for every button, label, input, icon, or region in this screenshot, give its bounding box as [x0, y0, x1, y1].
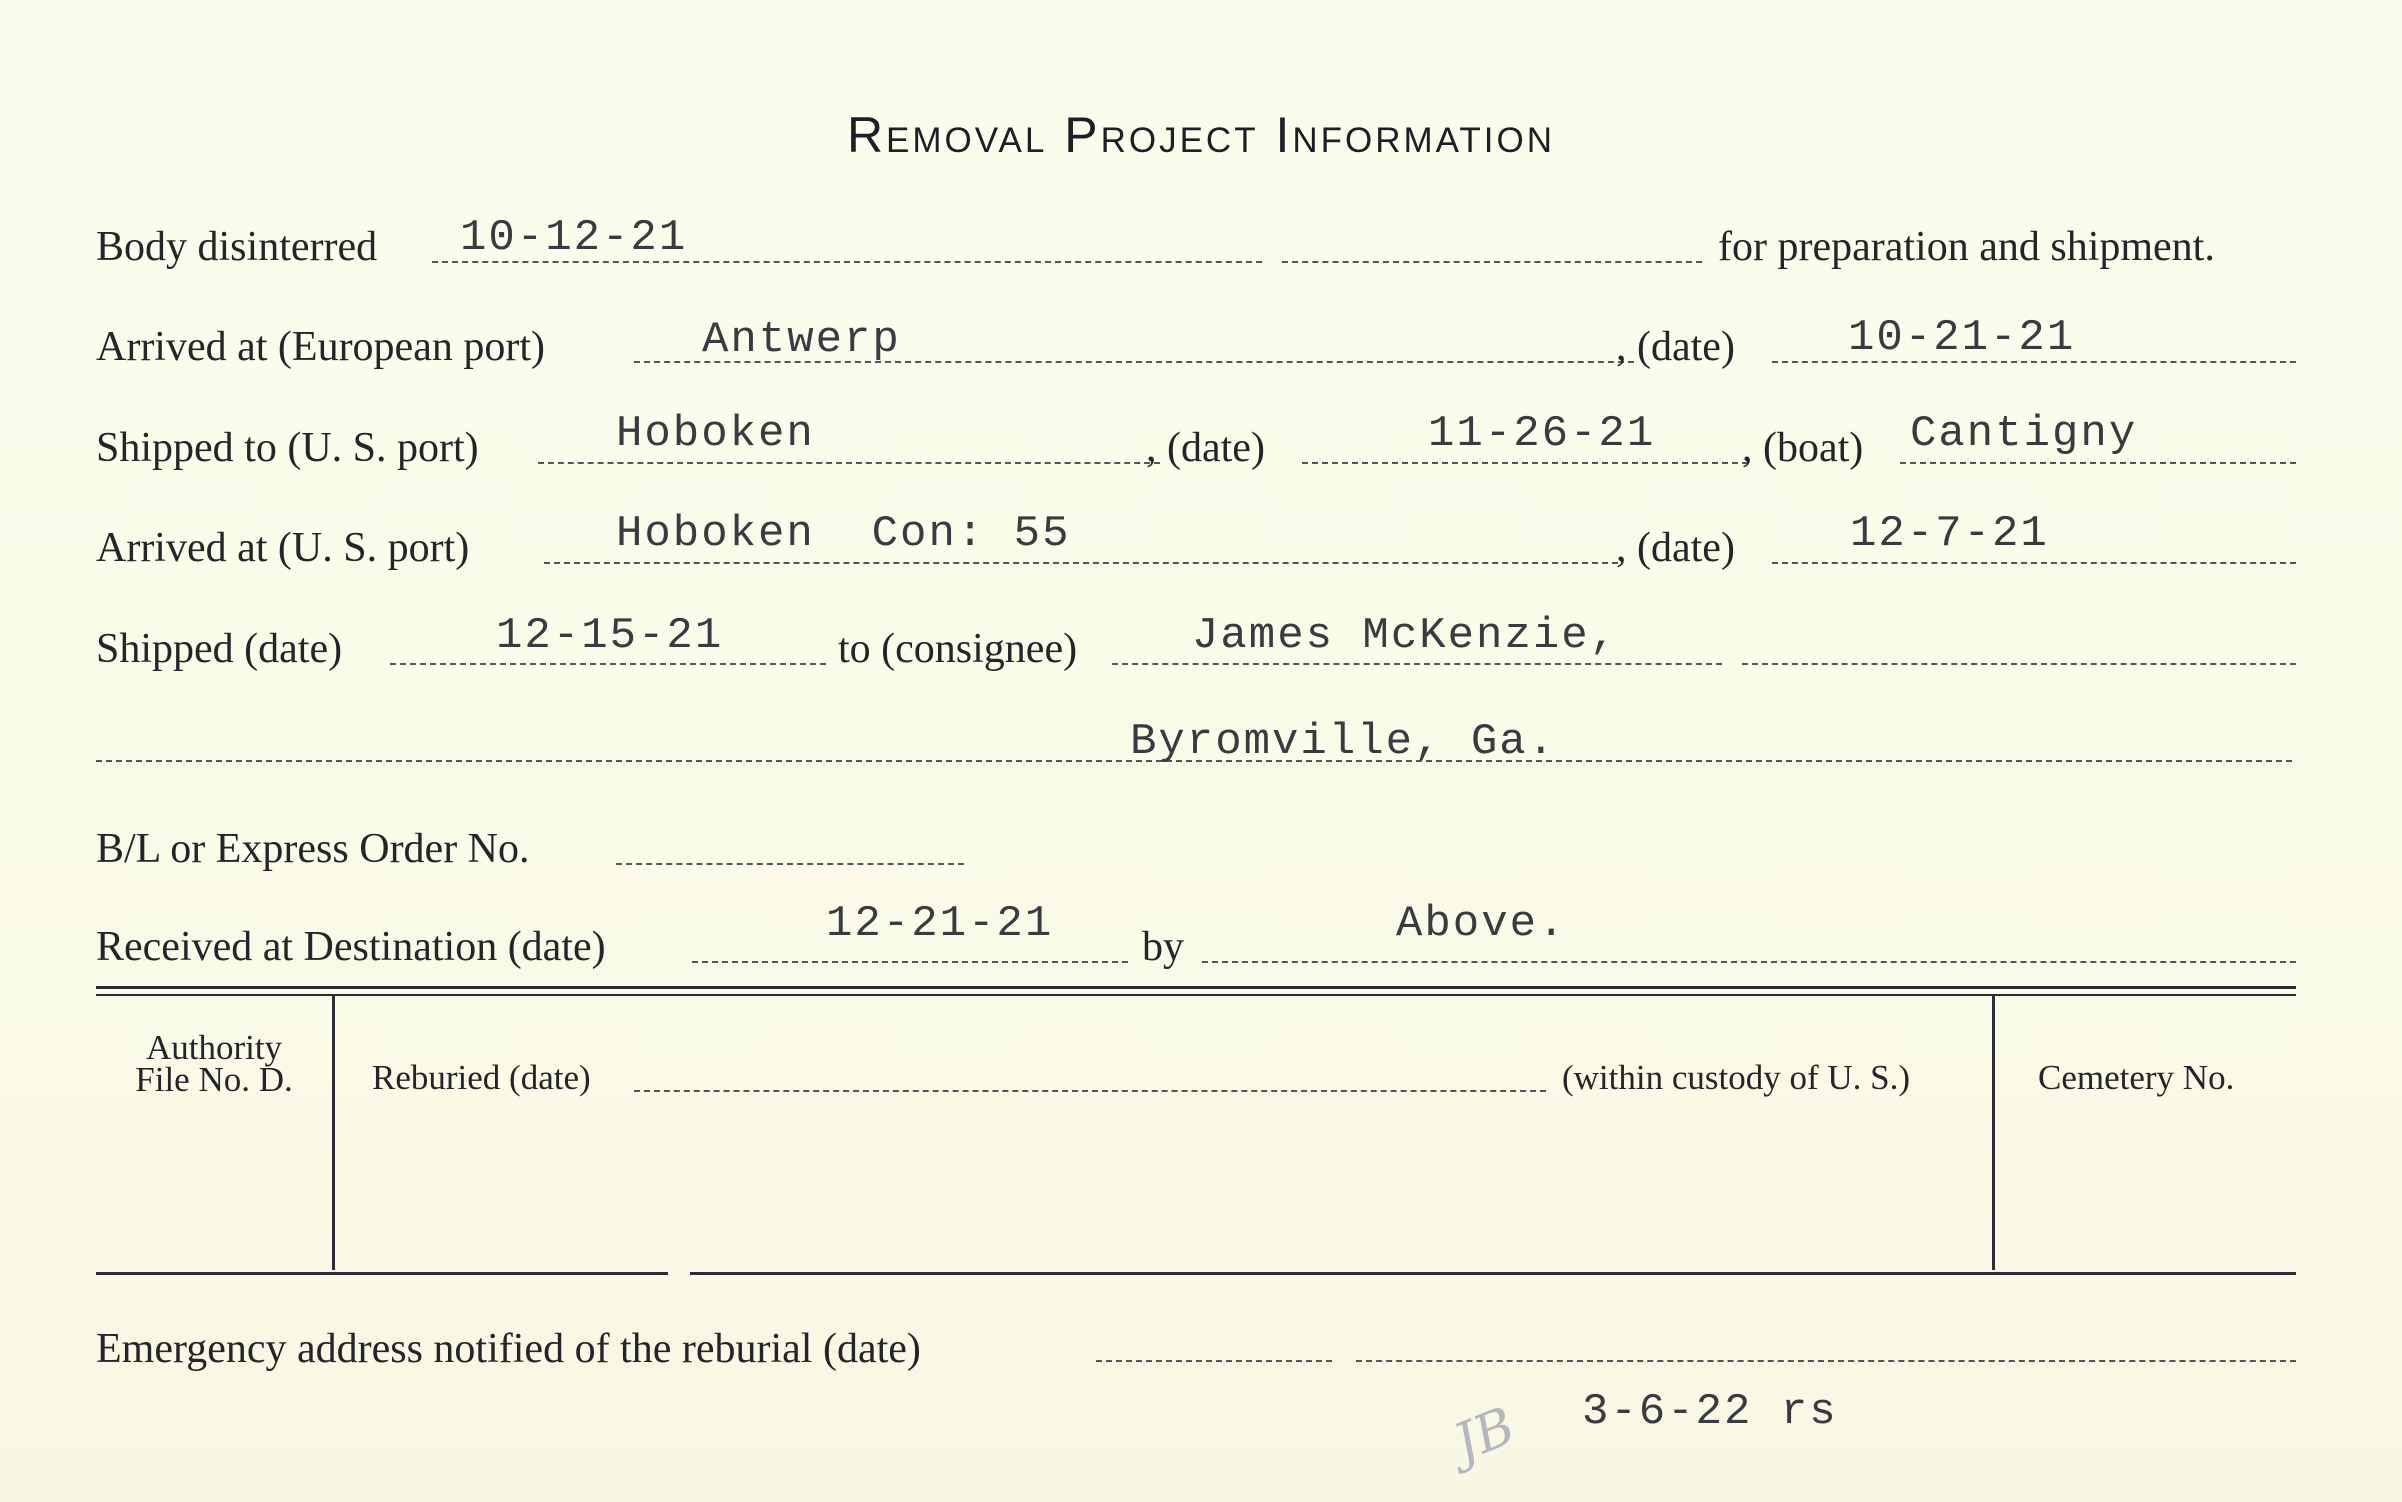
shipped-us-date: 11-26-21: [1428, 409, 1656, 459]
consignee-label: to (consignee): [838, 626, 1078, 672]
bl-express-order-line: [616, 863, 964, 865]
shipped-us-boat-label: , (boat): [1742, 425, 1864, 471]
shipped-us-date-label: , (date): [1146, 425, 1265, 471]
body-disinterred-label: Body disinterred: [96, 224, 378, 270]
arrived-us-port-label: Arrived at (U. S. port): [96, 525, 470, 571]
arrived-european-port-value: Antwerp: [702, 315, 901, 365]
emergency-address-value: 3-6-22 rs: [1582, 1387, 1838, 1437]
consignee-line: [1112, 663, 1722, 665]
body-disinterred-suffix: for preparation and shipment.: [1718, 224, 2215, 270]
reburied-date-line: [634, 1090, 1546, 1092]
shipped-us-date-line: [1302, 462, 1748, 464]
table-top-rule: [96, 986, 2296, 989]
consignee-name: James McKenzie,: [1192, 611, 1619, 661]
arrived-us-date-line: [1772, 562, 2296, 564]
arrived-european-port-label: Arrived at (European port): [96, 324, 545, 370]
emergency-address-line-2: [1356, 1360, 2296, 1362]
shipped-date: 12-15-21: [496, 611, 724, 661]
received-destination-label: Received at Destination (date): [96, 924, 606, 970]
emergency-address-line: [1096, 1360, 1332, 1362]
table-bottom-rule-left: [96, 1272, 668, 1275]
body-disinterred-date: 10-12-21: [460, 213, 688, 263]
shipped-date-line: [390, 663, 826, 665]
received-by-line: [1202, 961, 2296, 963]
table-divider-left: [332, 996, 335, 1270]
arrived-european-date: 10-21-21: [1848, 313, 2076, 363]
received-destination-line: [692, 961, 1128, 963]
arrived-us-port-value: Hoboken Con: 55: [616, 509, 1071, 559]
shipped-us-port-value: Hoboken: [616, 409, 815, 459]
consignee-line-2: [1742, 663, 2296, 665]
shipped-date-label: Shipped (date): [96, 626, 343, 672]
shipped-us-port-line: [538, 462, 1160, 464]
shipped-us-boat-line: [1900, 462, 2296, 464]
reburied-date-label: Reburied (date): [372, 1058, 591, 1097]
arrived-european-date-label: , (date): [1616, 324, 1735, 370]
emergency-address-label: Emergency address notified of the reburial (date): [96, 1326, 921, 1372]
table-top-rule-2: [96, 994, 2296, 996]
shipped-us-boat: Cantigny: [1910, 409, 2138, 459]
bl-express-order-label: B/L or Express Order No.: [96, 826, 530, 872]
arrived-us-date-label: , (date): [1616, 525, 1735, 571]
authority-label-line-1: Authority: [145, 1028, 283, 1067]
received-by: Above.: [1396, 899, 1567, 949]
custody-label: (within custody of U. S.): [1562, 1058, 1911, 1097]
cemetery-number-label: Cemetery No.: [2038, 1058, 2235, 1097]
card-title: Removal Project Information: [846, 107, 1556, 163]
consignee-address: Byromville, Ga.: [1130, 717, 1557, 767]
arrived-us-port-line: [544, 562, 1618, 564]
shipped-us-port-label: Shipped to (U. S. port): [96, 425, 479, 471]
table-bottom-rule-right: [690, 1272, 2296, 1275]
body-disinterred-line-2: [1282, 261, 1702, 263]
authority-label-line-2: File No. D.: [135, 1060, 293, 1099]
arrived-us-date: 12-7-21: [1850, 509, 2049, 559]
handwritten-initials: JB: [1445, 1396, 1524, 1474]
received-destination-date: 12-21-21: [826, 899, 1054, 949]
received-by-label: by: [1142, 924, 1184, 970]
table-divider-right: [1992, 996, 1995, 1270]
